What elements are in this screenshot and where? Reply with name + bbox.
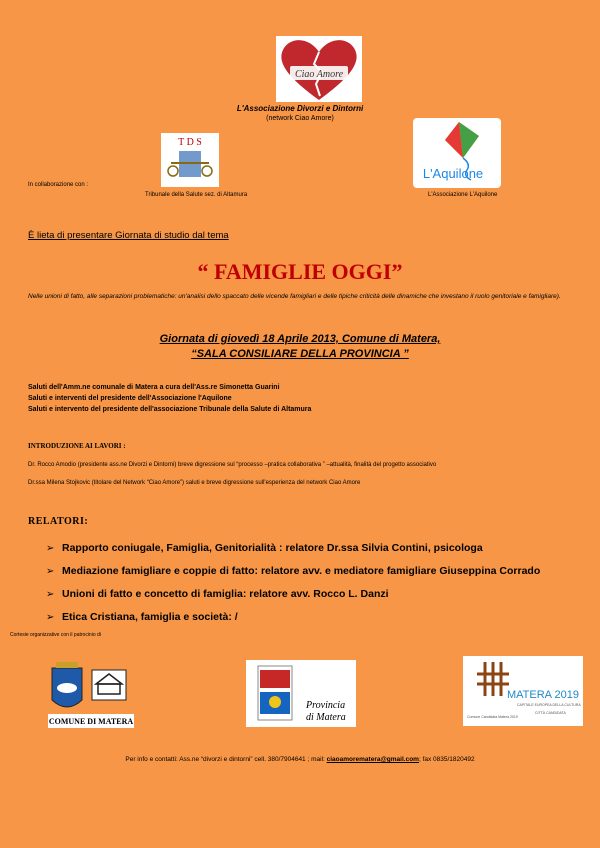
arrow-bullet-icon: ➢ xyxy=(46,589,55,600)
aquilone-logo xyxy=(413,118,501,188)
comune-matera-logo xyxy=(48,660,134,728)
relatore-text: Mediazione famigliare e coppie di fatto: relatore avv. e mediatore famigliare Giuseppina Corrado xyxy=(62,565,541,577)
association-name: L'Associazione Divorzi e Dintorni xyxy=(236,104,364,113)
greeting-item: Saluti e intervento del presidente dell'associazione Tribunale della Salute di Altamura xyxy=(28,406,312,413)
tribunale-caption: Tribunale della Salute sez. di Altamura xyxy=(145,192,248,198)
provincia-matera-logo xyxy=(246,660,356,727)
collaboration-label: In collaborazione con : xyxy=(28,182,89,188)
greeting-item: Saluti dell'Amm.ne comunale di Matera a cura dell'Ass.re Simonetta Guarini xyxy=(28,384,280,391)
matera-sub-text: CAPITALE EUROPEA DELLA CULTURA xyxy=(517,703,581,707)
matera-small-text: Comune Candidata Matera 2019 xyxy=(467,715,518,719)
relatore-text: Rapporto coniugale, Famiglia, Genitorialità : relatore Dr.ssa Silvia Contini, psicologa xyxy=(62,542,483,554)
footer-suffix: ; fax 0835/1820492 xyxy=(418,756,475,763)
event-date: Giornata di giovedì 18 Aprile 2013, Comune di Matera, xyxy=(159,333,441,345)
intro-heading: INTRODUZIONE AI LAVORI : xyxy=(28,442,126,450)
arrow-bullet-icon: ➢ xyxy=(46,566,55,577)
comune-text: COMUNE DI MATERA xyxy=(48,717,134,726)
matera-city-text: CITTÀ CANDIDATA xyxy=(535,711,566,715)
intro-item: Dr. Rocco Amodio (presidente ass.ne Divorzi e Dintorni) breve digressione sul “processo –pratica collaborativa ” –attualità, finalità del progetto associativo xyxy=(28,462,437,468)
intro-item: Dr.ssa Milena Stojkovic (titolare del Network “Ciao Amore”) saluti e breve digressione sull'esperienza del network Ciao Amore xyxy=(28,480,361,486)
relatore-item xyxy=(46,611,238,623)
provincia-line1: Provincia xyxy=(306,700,346,711)
ciao-logo-text: Ciao Amore xyxy=(294,69,344,80)
relatore-item xyxy=(46,588,389,600)
intro-line: È lieta di presentare Giornata di studio dal tema xyxy=(28,230,229,241)
contact-email-link[interactable]: ciaoamorematera@gmail.com xyxy=(326,756,419,763)
tribunale-salute-logo xyxy=(161,133,219,187)
contact-footer xyxy=(0,756,600,763)
relatore-item xyxy=(46,542,483,554)
event-venue: “SALA CONSILIARE DELLA PROVINCIA ” xyxy=(191,348,409,360)
arrow-bullet-icon: ➢ xyxy=(46,543,55,554)
relatore-text: Etica Cristiana, famiglia e società: / xyxy=(62,611,238,623)
event-title: “ FAMIGLIE OGGI” xyxy=(197,259,403,284)
aquilone-caption: L'Associazione L'Aquilone xyxy=(428,192,498,198)
arrow-bullet-icon: ➢ xyxy=(46,612,55,623)
footer-prefix: Per info e contatti: Ass.ne “divorzi e dintorni” cell. 380/7904641 ; mail: xyxy=(125,756,327,763)
relatore-text: Unioni di fatto e concetto di famiglia: relatore avv. Rocco L. Danzi xyxy=(62,588,389,600)
matera-main-text: MATERA 2019 xyxy=(507,689,579,701)
association-network: (network Ciao Amore) xyxy=(266,115,334,122)
event-description: Nelle unioni di fatto, alle separazioni problematiche: un'analisi dello spaccato delle vicende famigliari e delle tipiche criticità delle dinamiche che investano il ruolo genitoriale e famigliare). xyxy=(28,293,561,300)
relatori-heading: RELATORI: xyxy=(28,516,89,527)
relatore-item xyxy=(46,565,540,577)
patronage-note: Cortesie organizzative con il patrocinio di xyxy=(10,632,101,638)
matera-2019-logo xyxy=(463,656,583,726)
ciao-amore-logo xyxy=(276,36,362,102)
greeting-item: Saluti e interventi del presidente dell'Associazione l'Aquilone xyxy=(28,395,232,402)
provincia-line2: di Matera xyxy=(306,712,346,723)
aquilone-logo-text: L'Aquilone xyxy=(422,166,484,181)
tds-letters: T D S xyxy=(178,137,202,148)
